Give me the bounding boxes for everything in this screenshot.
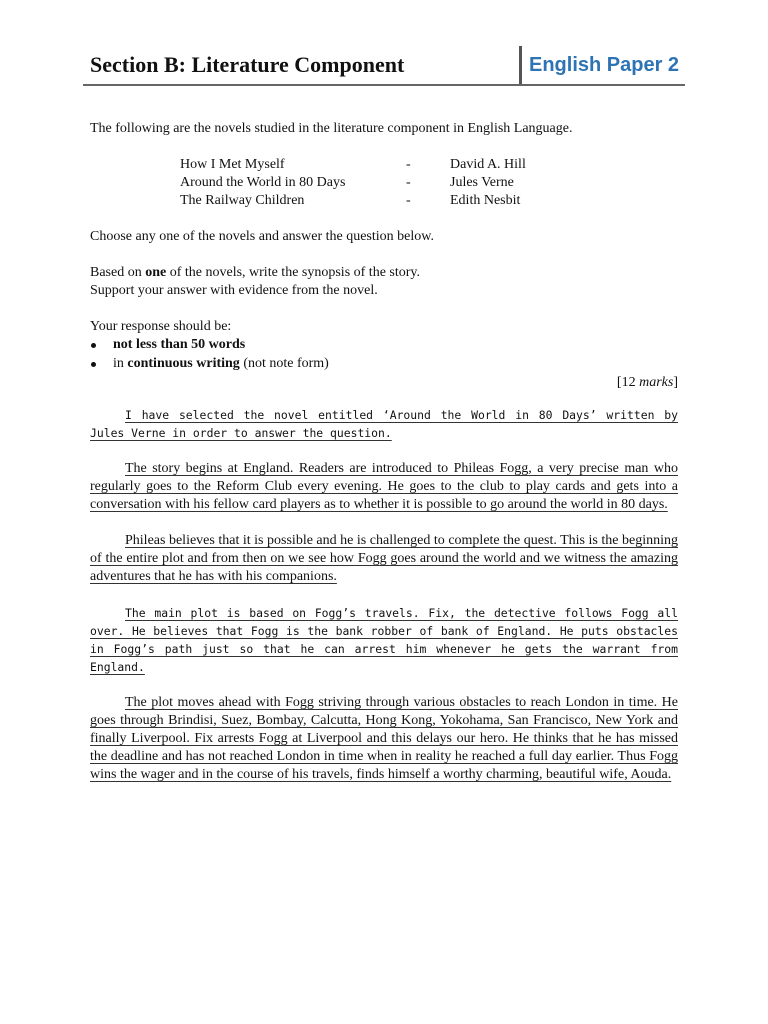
novel-title: How I Met Myself xyxy=(180,157,285,172)
answer-paragraph: The main plot is based on Fogg’s travels. Fix, the detective follows Fogg all over. He believes that Fogg is the bank robber of bank of England. He puts obstacles in Fogg’s path just so that he can arrest him whenever he gets the warrant from England. xyxy=(90,606,678,674)
header-divider xyxy=(519,46,522,84)
novel-dash: - xyxy=(406,157,411,172)
novel-author: David A. Hill xyxy=(450,157,526,172)
novel-title: Around the World in 80 Days xyxy=(180,175,346,190)
novel-author: Jules Verne xyxy=(450,175,514,190)
answer-paragraph: Phileas believes that it is possible and he is challenged to complete the quest. This is the beginning of the entire plot and from then on we see how Fogg goes around the world and we witness the amazing adventures that he has with his companions. xyxy=(90,533,678,584)
answer-paragraph: I have selected the novel entitled ‘Around the World in 80 Days’ written by Jules Verne in order to answer the question. xyxy=(90,408,678,440)
intro-text: The following are the novels studied in the literature component in English Language. xyxy=(90,121,573,136)
answer-section xyxy=(90,406,678,802)
requirement-suffix: (not note form) xyxy=(239,356,329,371)
answer-paragraph: The plot moves ahead with Fogg striving through various obstacles to reach London in time. He goes through Brindisi, Suez, Bombay, Calcutta, Hong Kong, Yokohama, San Francisco, New York and finally Liverpool. Fix arrests Fogg at Liverpool and this delays our hero. He thinks that he has missed the deadline and has not reached London in time when in reality he reached a full day earlier. Thus Fogg wins the wager and in the course of his travels, finds himself a worthy charming, beautiful wife, Aouda. xyxy=(90,695,678,782)
choose-instruction: Choose any one of the novels and answer the question below. xyxy=(90,229,434,244)
task-support-line: Support your answer with evidence from the novel. xyxy=(90,283,378,298)
answer-paragraph: The story begins at England. Readers are introduced to Phileas Fogg, a very precise man who regularly goes to the Reform Club every evening. He goes to the club to play cards and gets into a conversation with his fellow card players as to whether it is possible to go around the world in 80 days. xyxy=(90,461,678,512)
marks-close: ] xyxy=(673,375,678,390)
task-prefix: Based on xyxy=(90,265,146,280)
task-suffix: of the novels, write the synopsis of the story. xyxy=(166,265,420,280)
novel-dash: - xyxy=(406,193,411,208)
marks-open: [12 xyxy=(616,375,640,390)
list-item xyxy=(90,336,678,355)
section-title: Section B: Literature Component xyxy=(90,52,405,77)
novel-row xyxy=(90,156,678,174)
novel-title: The Railway Children xyxy=(180,193,305,208)
marks-word: marks xyxy=(639,375,674,390)
novel-row xyxy=(90,192,678,210)
novel-list xyxy=(90,156,678,210)
list-item xyxy=(90,355,678,374)
marks-label xyxy=(90,374,678,392)
requirements-list xyxy=(90,336,678,374)
paper-label: English Paper 2 xyxy=(529,54,680,76)
requirement-word-count: not less than 50 words xyxy=(113,337,246,352)
response-intro: Your response should be: xyxy=(90,319,232,334)
requirement-prefix: in xyxy=(113,356,128,371)
novel-row xyxy=(90,174,678,192)
task-emphasis: one xyxy=(145,265,167,280)
question-section xyxy=(90,120,678,392)
header-rule xyxy=(83,84,685,86)
novel-dash: - xyxy=(406,175,411,190)
requirement-emphasis: continuous writing xyxy=(127,356,240,371)
novel-author: Edith Nesbit xyxy=(450,193,521,208)
task-instruction xyxy=(90,264,678,282)
